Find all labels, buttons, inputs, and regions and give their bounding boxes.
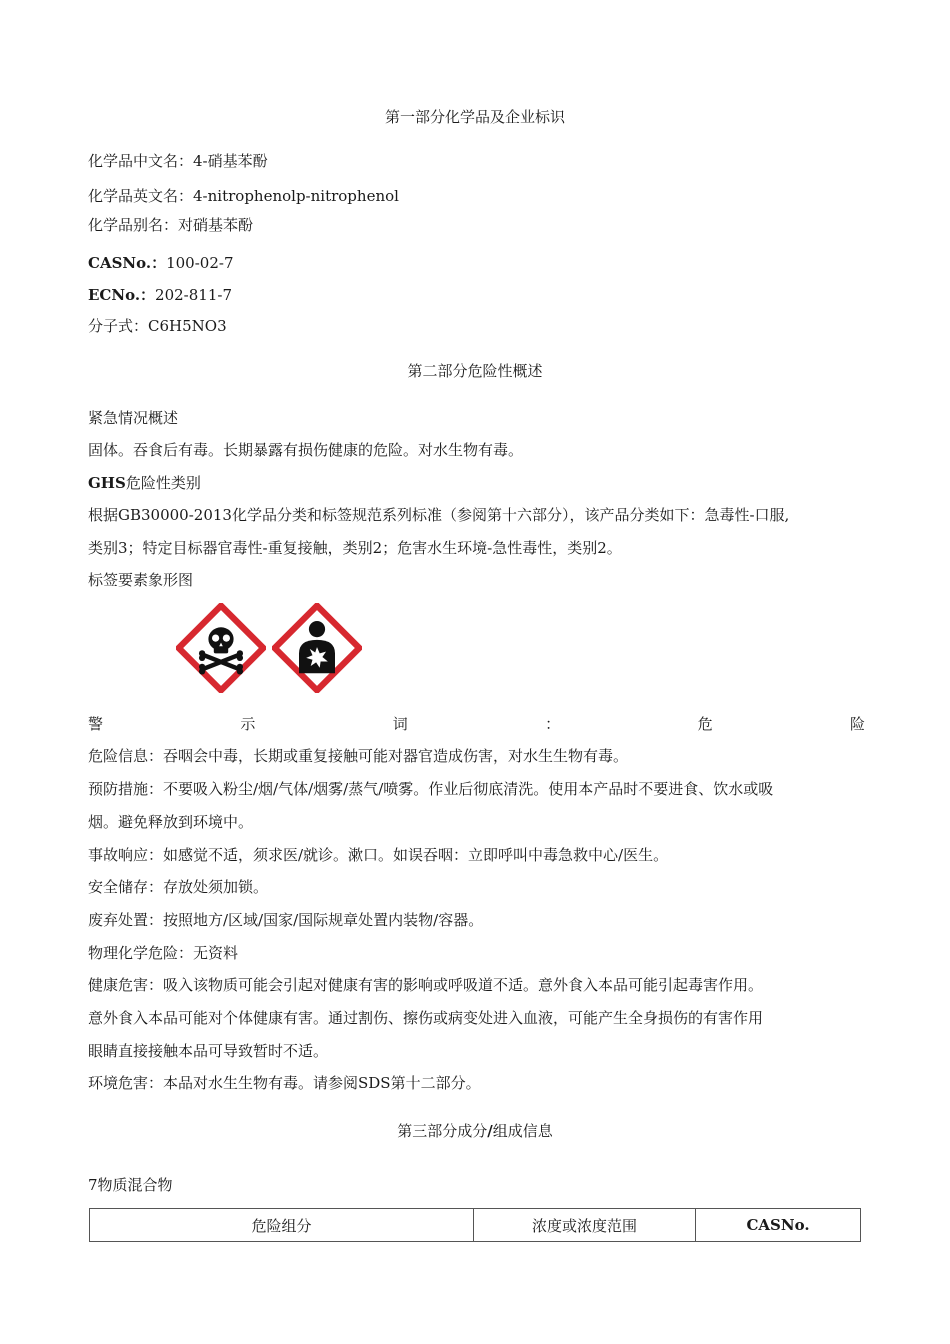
disposal-text: 废弃处置：按照地方/区域/国家/国际规章处置内装物/容器。 xyxy=(88,911,484,929)
signal-char: 示 xyxy=(240,715,256,733)
formula-row: 分子式：C6H5NO3 xyxy=(88,317,227,335)
section2-title: 第二部分危险性概述 xyxy=(407,362,543,380)
hazard-info: 危险信息：吞咽会中毒，长期或重复接触可能对器官造成伤害，对水生生物有毒。 xyxy=(88,747,629,765)
signal-char: 险 xyxy=(849,715,865,733)
composition-table xyxy=(89,1208,861,1242)
cas-row: CASNo.：100-02-7 xyxy=(88,254,234,272)
signal-char: 词 xyxy=(392,715,408,733)
physchem-text: 物理化学危险：无资料 xyxy=(88,944,239,962)
prevention-line-2: 烟。避免释放到环境中。 xyxy=(88,813,254,831)
substance-type: 7物质混合物 xyxy=(88,1176,173,1194)
column-header: 危险组分 xyxy=(90,1209,474,1242)
pictogram-heading: 标签要素象形图 xyxy=(88,571,194,589)
skull-crossbones-icon xyxy=(176,603,266,693)
prevention-line-1: 预防措施：不要吸入粉尘/烟/气体/烟雾/蒸气/喷雾。作业后彻底清洗。使用本产品时不要进食、饮水或吸 xyxy=(88,780,774,798)
health-line-3: 眼睛直接接触本品可导致暂时不适。 xyxy=(88,1042,329,1060)
classification-line-2: 类别3；特定目标器官毒性-重复接触，类别2；危害水生环境-急性毒性，类别2。 xyxy=(88,539,622,557)
ghs-heading: GHS危险性类别 xyxy=(88,474,201,492)
health-line-1: 健康危害：吸入该物质可能会引起对健康有害的影响或呼吸道不适。意外食入本品可能引起毒害作用。 xyxy=(88,976,764,994)
emergency-heading: 紧急情况概述 xyxy=(88,409,179,427)
english-name-row: 化学品英文名：4-nitrophenolp-nitrophenol xyxy=(88,187,399,205)
section1-title: 第一部分化学品及企业标识 xyxy=(384,108,565,126)
emergency-text: 固体。吞食后有毒。长期暴露有损伤健康的危险。对水生物有毒。 xyxy=(88,441,524,459)
signal-char: 警 xyxy=(88,715,104,733)
table-header-row xyxy=(90,1209,861,1242)
storage-text: 安全储存：存放处须加锁。 xyxy=(88,878,269,896)
section3-title: 第三部分成分/组成信息 xyxy=(397,1122,553,1140)
column-header: 浓度或浓度范围 xyxy=(474,1209,696,1242)
alias-row: 化学品别名：对硝基苯酚 xyxy=(88,216,254,234)
environment-text: 环境危害：本品对水生生物有毒。请参阅SDS第十二部分。 xyxy=(88,1074,481,1092)
response-text: 事故响应：如感觉不适，须求医/就诊。漱口。如误吞咽：立即呼叫中毒急救中心/医生。 xyxy=(88,846,669,864)
ghs-pictograms xyxy=(176,603,362,693)
signal-char: ： xyxy=(545,715,561,733)
health-hazard-icon xyxy=(272,603,362,693)
signal-char: 危 xyxy=(697,715,713,733)
chinese-name-row: 化学品中文名：4-硝基苯酚 xyxy=(88,152,268,170)
classification-line-1: 根据GB30000-2013化学品分类和标签规范系列标准（参阅第十六部分），该产品分类如下：急毒性-口服, xyxy=(88,506,790,524)
ec-row: ECNo.：202-811-7 xyxy=(88,286,232,304)
health-line-2: 意外食入本品可能对个体健康有害。通过割伤、擦伤或病变处进入血液，可能产生全身损伤的有害作用 xyxy=(88,1009,764,1027)
signal-word-row xyxy=(88,714,865,734)
column-header: CASNo. xyxy=(696,1209,861,1242)
